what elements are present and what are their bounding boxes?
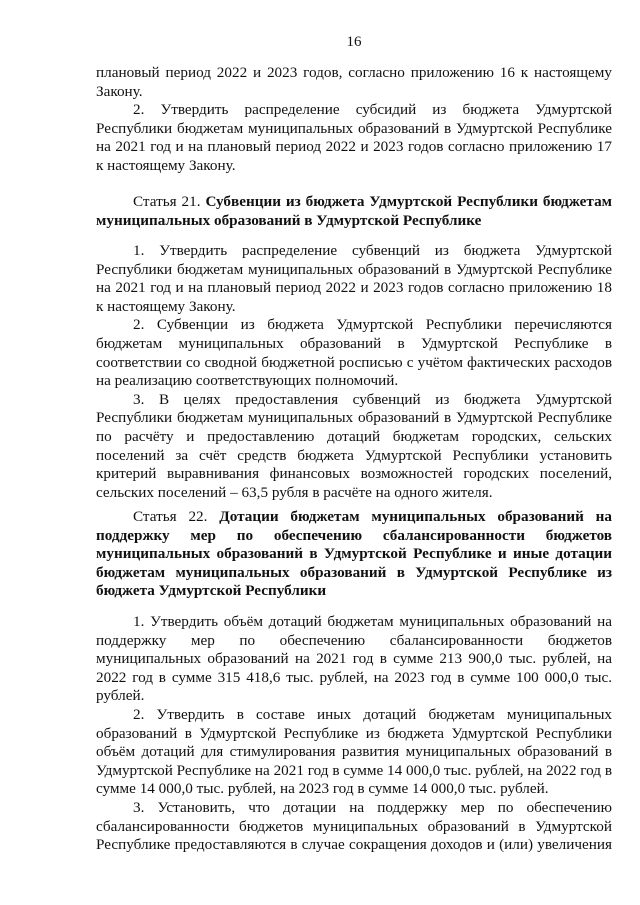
article-22-prefix: Статья 22. (133, 508, 208, 525)
article-22-paragraph-3: 3. Установить, что дотации на поддержку мер по обеспечению сбалансированности бюджетов муниципальных образований в Удмуртской Республике предоставляются в случае сокращения доходов и (или) увеличения (96, 798, 612, 854)
article-21-prefix: Статья 21. (133, 193, 201, 210)
paragraph-subsidies: 2. Утвердить распределение субсидий из бюджета Удмуртской Республики бюджетам муниципальных образований в Удмуртской Республике на 2021 год и на плановый период 2022 и 2023 годов согласно приложению 17 к настоящему Закону. (96, 101, 612, 174)
article-21-body (96, 242, 612, 502)
article-21-heading (96, 193, 612, 230)
article-21-paragraph-2: 2. Субвенции из бюджета Удмуртской Республики перечисляются бюджетам муниципальных образований в Удмуртской Республике в соответствии со сводной бюджетной росписью с учётом фактических расходов на реализацию соответствующих полномочий. (96, 316, 612, 390)
article-22-heading (96, 508, 612, 601)
article-21-paragraph-1: 1. Утвердить распределение субвенций из бюджета Удмуртской Республики бюджетам муниципальных образований в Удмуртской Республике на 2021 год и на плановый период 2022 и 2023 годов согласно приложению 18 к настоящему Закону. (96, 242, 612, 315)
continuation-block (96, 64, 612, 176)
article-22-paragraph-2: 2. Утвердить в составе иных дотаций бюджетам муниципальных образований в Удмуртской Республике из бюджета Удмуртской Республики объём дотаций для стимулирования развития муниципальных образований в Удмуртской Республике на 2021 год в сумме 14 000,0 тыс. рублей, на 2022 год в сумме 14 000,0 тыс. рублей, на 2023 год в сумме 14 000,0 тыс. рублей. (96, 705, 612, 798)
article-21-paragraph-3: 3. В целях предоставления субвенций из бюджета Удмуртской Республики бюджетам муниципальных образований в Удмуртской Республике по расчёту и предоставлению дотаций бюджетам городских, сельских поселений за счёт средств бюджета Удмуртской Республики установить критерий выравнивания финансовых возможностей городских поселений, сельских поселений – 63,5 рубля в расчёте на одного жителя. (96, 390, 612, 501)
article-22-body (96, 613, 612, 855)
article-21-title: Субвенции из бюджета Удмуртской Республики бюджетам муниципальных образований в Удмуртской Республике (96, 193, 613, 229)
article-22-paragraph-1: 1. Утвердить объём дотаций бюджетам муниципальных образований на поддержку мер по обеспечению сбалансированности бюджетов муниципальных образований на 2021 год в сумме 213 900,0 тыс. рублей, на 2022 год в сумме 315 418,6 тыс. рублей, на 2023 год в сумме 100 000,0 тыс. рублей. (96, 613, 612, 705)
page-number: 16 (346, 34, 362, 50)
article-22-title: Дотации бюджетам муниципальных образований на поддержку мер по обеспечению сбалансированности бюджетов муниципальных образований в Удмуртской Республике и иные дотации бюджетам муниципальных образований в Удмуртской Республике из бюджета Удмуртской Республики (96, 508, 613, 600)
paragraph-continuation: плановый период 2022 и 2023 годов, согласно приложению 16 к настоящему Закону. (96, 64, 612, 100)
